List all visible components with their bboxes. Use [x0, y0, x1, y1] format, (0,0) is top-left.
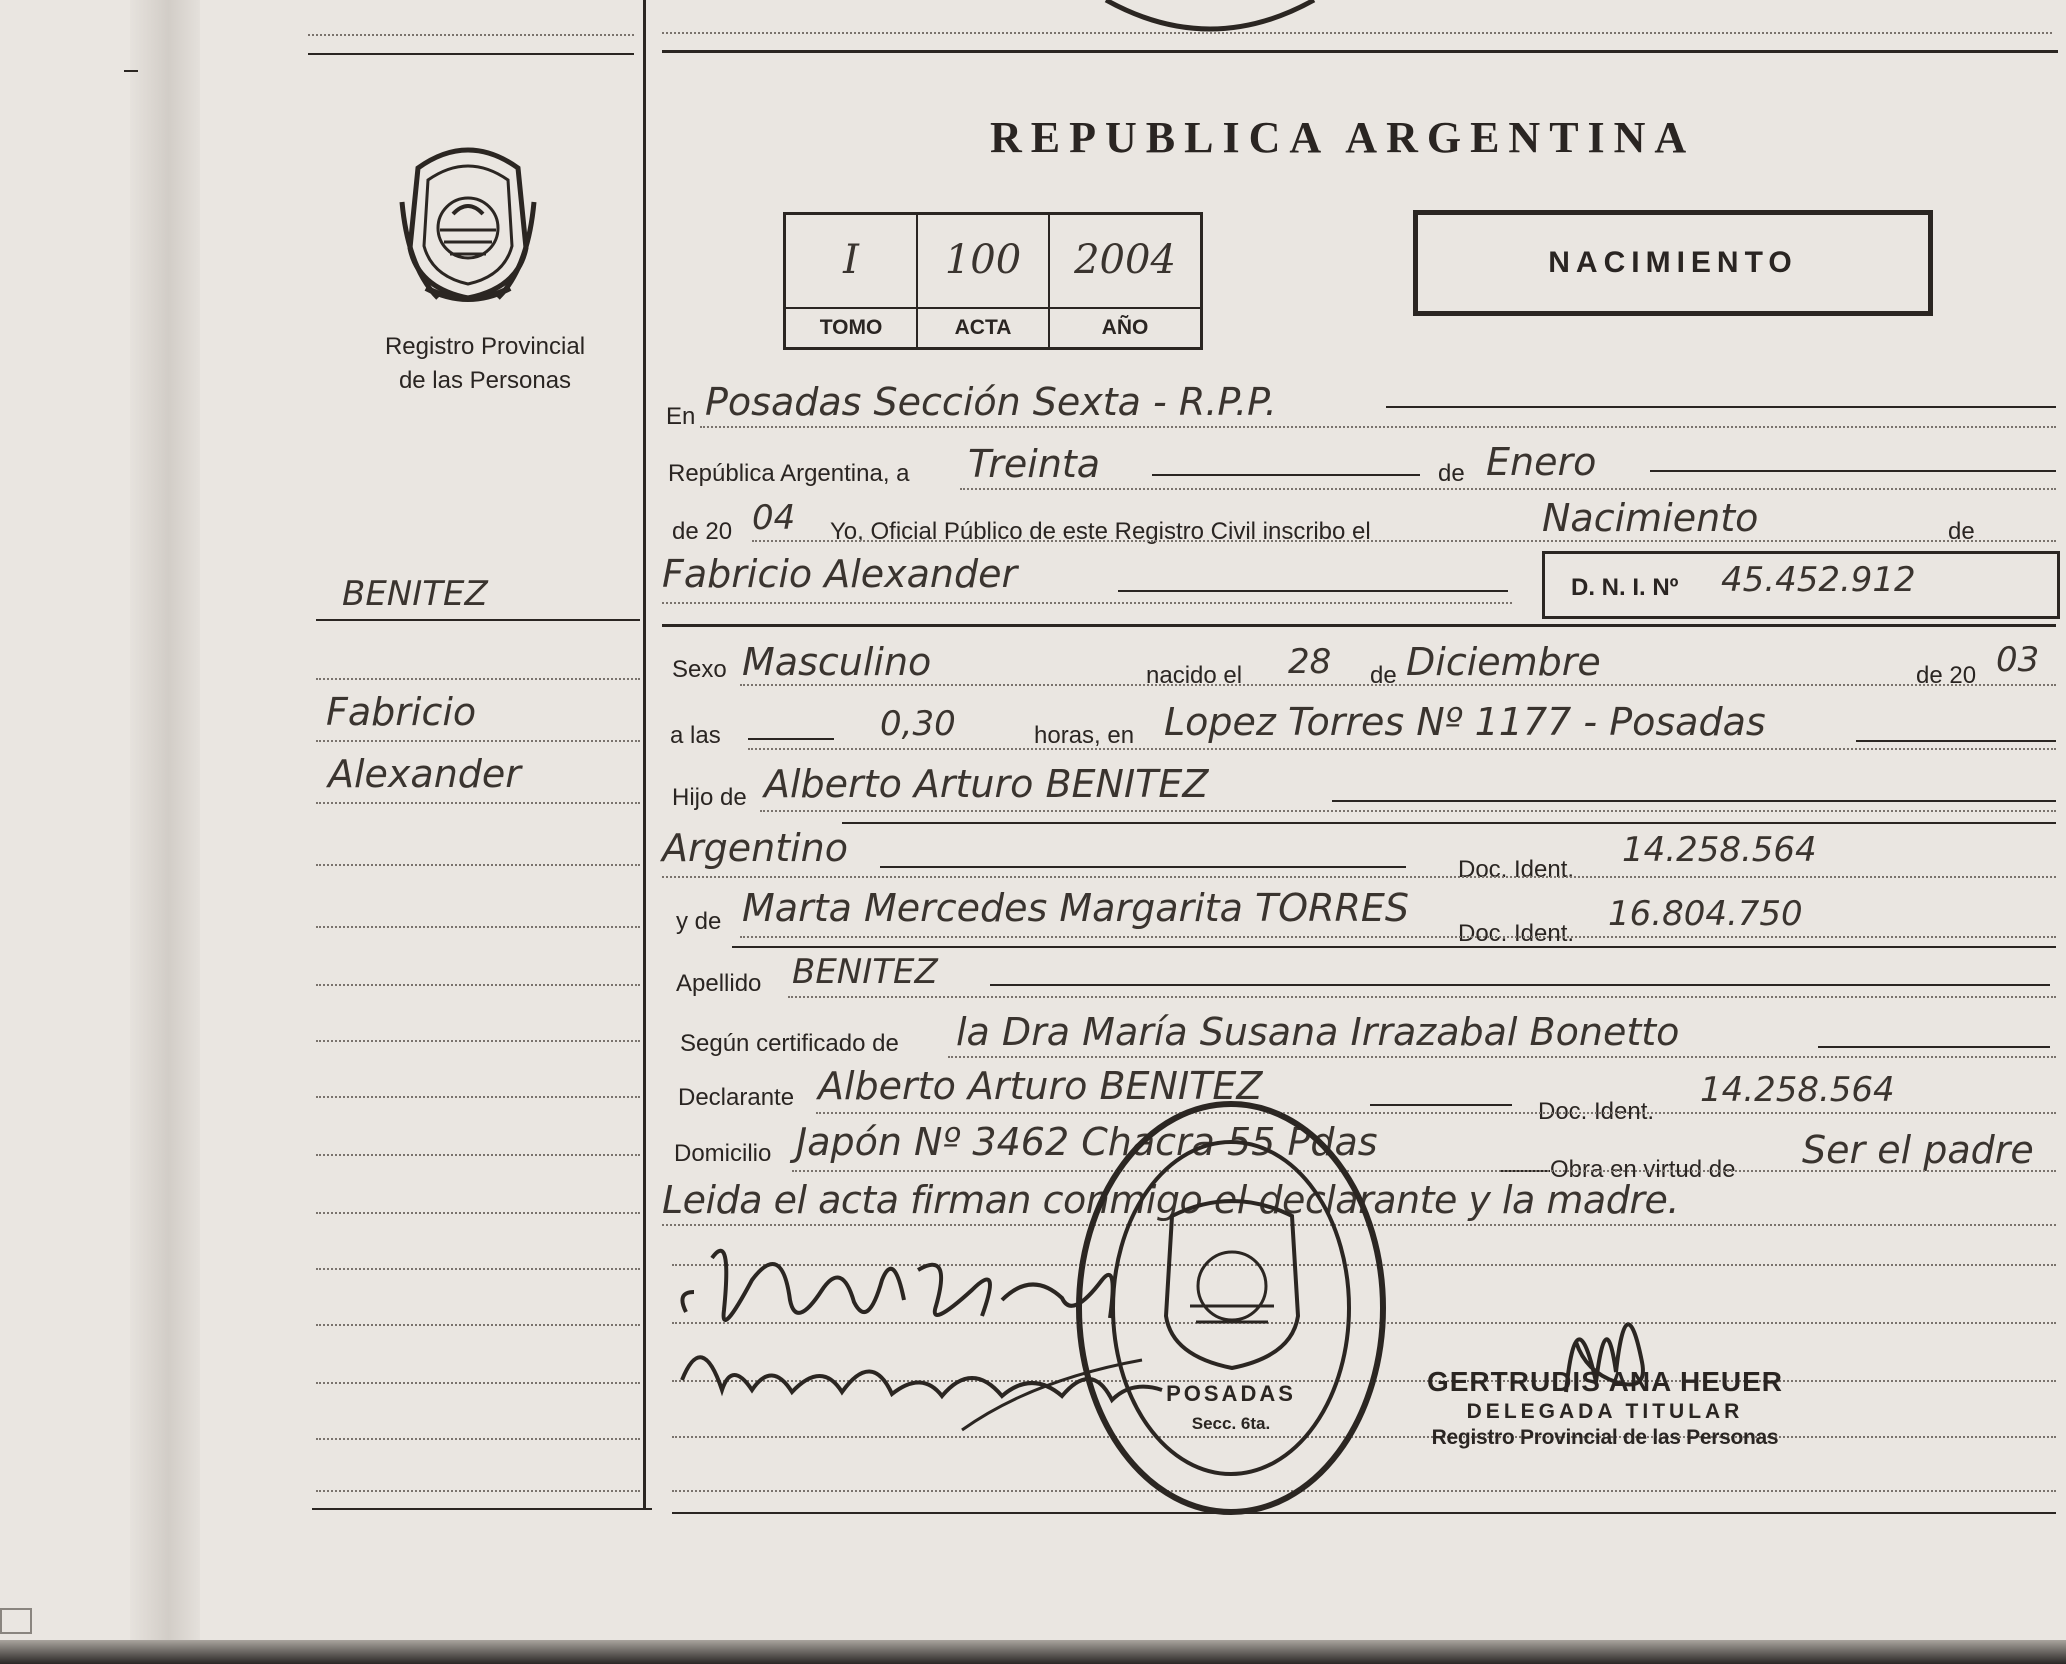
fill-dash [1650, 470, 2056, 472]
mother-doc-value: 16.804.750 [1608, 894, 1803, 934]
section-rule [842, 822, 2056, 824]
registry-line-1: Registro Provincial [384, 333, 586, 360]
form-dotted-line [792, 1170, 2056, 1172]
anio-label: AÑO [1050, 307, 1200, 347]
fill-dash [1370, 1104, 1512, 1106]
closing-statement: Leida el acta firman conmigo el declarante y la madre. [662, 1178, 1679, 1222]
official-block [1390, 1366, 1820, 1450]
birth-year-label: de 20 [1916, 662, 1977, 689]
registry-line-2: de las Personas [398, 367, 572, 394]
child-name-value: Fabricio Alexander [662, 552, 1018, 596]
tomo-value: I [843, 237, 859, 283]
address-label: Domicilio [674, 1140, 772, 1167]
form-dotted-line [788, 996, 2056, 998]
form-dotted-line [948, 1056, 2056, 1058]
surname-value: BENITEZ [792, 952, 938, 992]
stamp-fragment-top [1100, 0, 1320, 34]
de-label: de [1370, 662, 1397, 689]
address-value: Japón Nº 3462 Chacra 55 Pdas [796, 1120, 1378, 1164]
margin-surname: BENITEZ [342, 574, 488, 614]
fill-dash [1118, 590, 1508, 592]
margin-dotted-line [316, 1096, 640, 1098]
motive-value: Ser el padre [1802, 1128, 2034, 1172]
form-dotted-line [662, 876, 2056, 878]
father-label: Hijo de [672, 784, 747, 811]
tomo-label: TOMO [786, 307, 916, 347]
official-role: DELEGADA TITULAR [1466, 1400, 1744, 1423]
page-gutter [130, 0, 200, 1640]
form-dotted-line [748, 748, 2056, 750]
margin-dotted-line [316, 926, 640, 928]
acta-cell [918, 215, 1050, 347]
mother-label: y de [676, 908, 722, 935]
margin-dotted-line [316, 1040, 640, 1042]
declarant-label: Declarante [678, 1084, 795, 1111]
dni-label: D. N. I. Nº [1571, 574, 1679, 601]
declarant-value: Alberto Arturo BENITEZ [818, 1064, 1263, 1108]
form-dotted-line [700, 426, 2056, 428]
event-type-value: Nacimiento [1542, 496, 1759, 540]
margin-dotted-line [316, 1154, 640, 1156]
doc-label: Doc. Ident. [1538, 1098, 1655, 1125]
provincial-crest-icon [398, 138, 538, 306]
margin-middle-name: Alexander [328, 752, 521, 796]
registry-name [340, 330, 630, 398]
country-title: REPUBLICA ARGENTINA [990, 113, 1696, 162]
page-bottom-shadow [0, 1640, 2066, 1664]
margin-first-name: Fabricio [326, 690, 477, 734]
fill-dash [990, 984, 2050, 986]
inscription-text: Yo, Oficial Público de este Registro Civil inscribo el [830, 518, 1371, 545]
en-label: En [666, 403, 696, 430]
birth-day-value: 28 [1288, 642, 1332, 682]
month-value: Enero [1486, 440, 1597, 484]
sexo-label: Sexo [672, 656, 727, 683]
fill-dash [1856, 740, 2056, 742]
official-organization: Registro Provincial de las Personas [1431, 1426, 1779, 1449]
fill-dash [1386, 406, 2056, 408]
top-rule-right [662, 50, 2058, 53]
born-label: nacido el [1146, 662, 1243, 689]
de-label: de [1948, 518, 1975, 545]
place-value: Posadas Sección Sexta - R.P.P. [705, 380, 1277, 424]
record-type-box: NACIMIENTO [1413, 210, 1933, 316]
stamp-section: Secc. 6ta. [1191, 1414, 1271, 1433]
fill-dash [1152, 474, 1420, 476]
birth-year-value: 03 [1996, 640, 2040, 680]
form-dotted-line [740, 936, 2056, 938]
top-dotted-rule-right [662, 32, 2052, 34]
margin-dotted-line [316, 1212, 640, 1214]
surname-label: Apellido [676, 970, 762, 997]
hours-label: horas, en [1034, 722, 1135, 749]
margin-bottom-rule [312, 1508, 652, 1510]
certificate-value: la Dra María Susana Irrazabal Bonetto [956, 1010, 1680, 1054]
fill-dash [1818, 1046, 2050, 1048]
fill-dash [748, 738, 834, 740]
edge-tab [0, 1608, 32, 1634]
margin-surname-rule [316, 619, 640, 621]
dni-box [1542, 551, 2060, 619]
form-dotted-line [752, 540, 2056, 542]
form-dotted-line [816, 1112, 2056, 1114]
tomo-cell [786, 215, 918, 347]
margin-dotted-line [316, 984, 640, 986]
record-reference-table [783, 212, 1203, 350]
margin-dotted-line [316, 864, 640, 866]
day-value: Treinta [968, 442, 1101, 486]
doc-label: Doc. Ident. [1458, 856, 1575, 883]
de-label: de [1438, 460, 1465, 487]
sex-value: Masculino [742, 640, 932, 684]
form-dotted-line [760, 810, 2056, 812]
official-stamp [1072, 1096, 1390, 1520]
declarant-doc-value: 14.258.564 [1700, 1070, 1895, 1110]
form-dotted-line [960, 488, 2056, 490]
form-dotted-line [662, 602, 1512, 604]
stamp-city: POSADAS [1166, 1381, 1296, 1406]
father-name-value: Alberto Arturo BENITEZ [764, 762, 1209, 806]
top-dotted-rule-left [308, 34, 634, 36]
fill-dash [1332, 800, 2056, 802]
year-prefix-label: de 20 [672, 518, 733, 545]
mother-name-value: Marta Mercedes Margarita TORRES [742, 886, 1410, 930]
section-rule [662, 624, 2056, 627]
dni-value: 45.452.912 [1721, 560, 1916, 600]
margin-dotted-line [316, 1268, 640, 1270]
margin-dotted-line [316, 1490, 640, 1492]
form-dotted-line [740, 684, 2056, 686]
birth-place-value: Lopez Torres Nº 1177 - Posadas [1164, 700, 1766, 744]
margin-dotted-line [316, 1382, 640, 1384]
motive-label: Obra en virtud de [1550, 1156, 1736, 1183]
top-rule-left [308, 53, 634, 55]
edge-mark [124, 70, 138, 72]
column-divider [643, 0, 646, 1510]
margin-dotted-line [316, 678, 640, 680]
certificate-label: Según certificado de [680, 1030, 899, 1057]
father-nationality-value: Argentino [662, 826, 848, 870]
margin-dotted-line [316, 740, 640, 742]
year-value: 04 [752, 498, 796, 538]
anio-value: 2004 [1074, 237, 1176, 283]
official-name: GERTRUDIS ANA HEUER [1426, 1366, 1784, 1397]
acta-label: ACTA [918, 307, 1048, 347]
fill-dash [880, 866, 1406, 868]
section-rule [732, 946, 2056, 948]
hour-label: a las [670, 722, 721, 749]
hour-value: 0,30 [880, 704, 956, 744]
margin-dotted-line [316, 1324, 640, 1326]
doc-label: Doc. Ident. [1458, 920, 1575, 947]
anio-cell [1050, 215, 1200, 347]
fecha-label: República Argentina, a [668, 460, 910, 487]
father-doc-value: 14.258.564 [1622, 830, 1817, 870]
margin-dotted-line [316, 1438, 640, 1440]
birth-month-value: Diciembre [1406, 640, 1601, 684]
margin-dotted-line [316, 802, 640, 804]
acta-value: 100 [944, 237, 1022, 283]
